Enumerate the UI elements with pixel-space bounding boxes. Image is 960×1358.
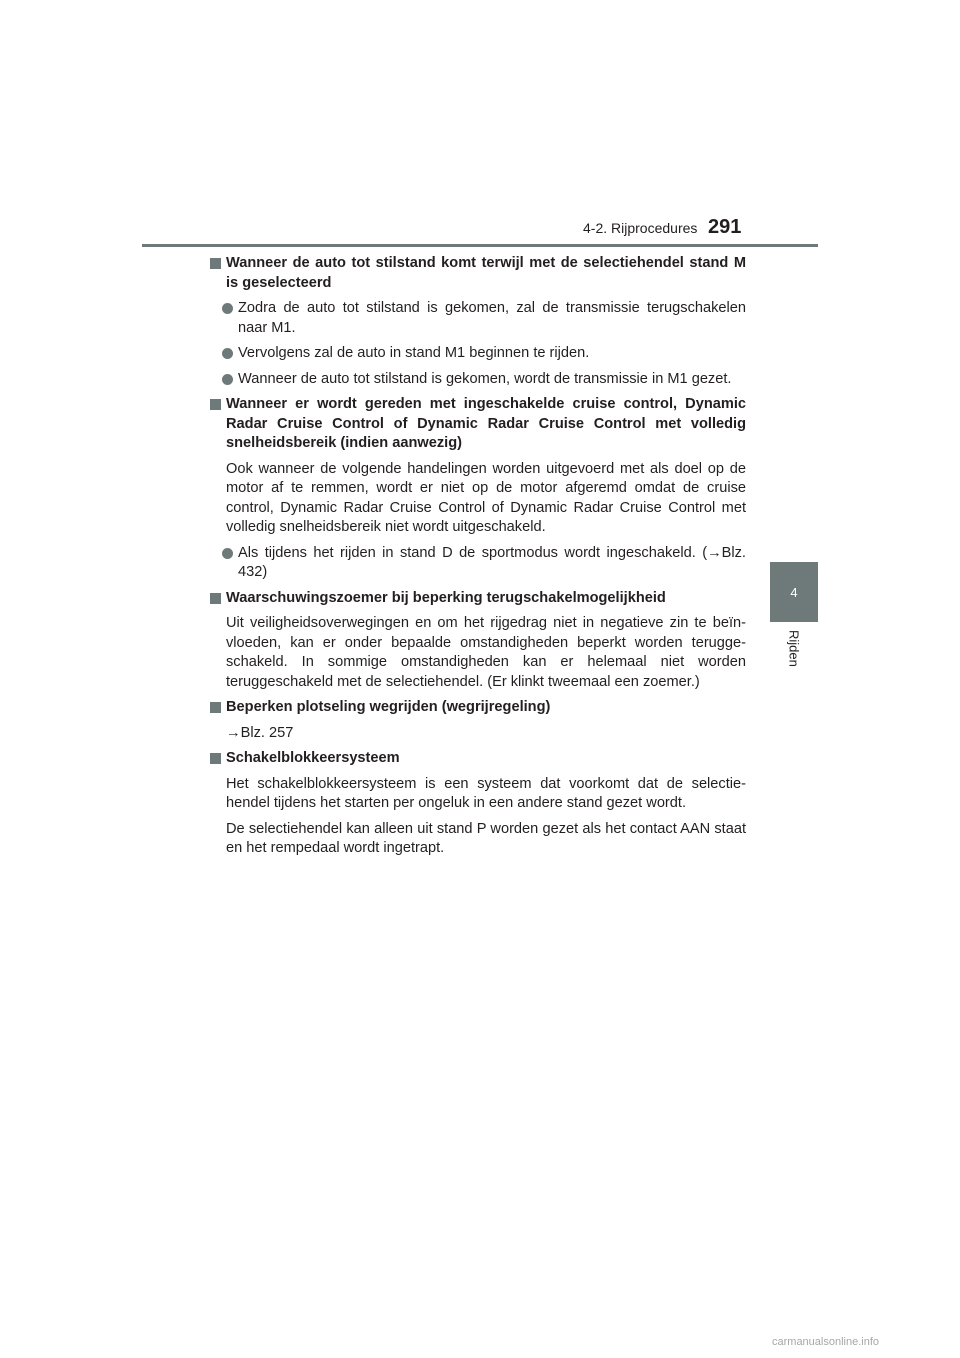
paragraph: De selectiehendel kan alleen uit stand P worden gezet als het contact AAN staat en het rempedaal wordt ingetrapt. <box>226 820 746 856</box>
watermark: carmanualsonline.info <box>772 1336 880 1348</box>
page-number: 291 <box>708 216 742 238</box>
section-waarschuwingszoemer <box>210 589 746 693</box>
page-reference: →Blz. 257 <box>226 724 294 741</box>
header-divider <box>142 244 818 247</box>
paragraph: Het schakelblokkeersysteem is een systeem dat voorkomt dat de selectie-hendel tijdens het starten per ongeluk in een andere stand gezet wordt. <box>226 775 746 811</box>
section-heading: Wanneer de auto tot stilstand komt terwijl met de selectiehendel stand M is geselecteerd <box>210 254 746 293</box>
bullet-item: Zodra de auto tot stilstand is gekomen, zal de transmissie terugschakelen naar M1. <box>222 299 746 338</box>
bullet-item: Wanneer de auto tot stilstand is gekomen, wordt de transmissie in M1 gezet. <box>222 370 746 390</box>
page-content <box>210 254 746 865</box>
section-schakelblokkeersysteem <box>210 749 746 859</box>
section-heading: Waarschuwingszoemer bij beperking terugschakelmogelijkheid <box>210 589 746 609</box>
chapter-tab-label <box>770 624 818 734</box>
section-heading: Schakelblokkeersysteem <box>210 749 746 769</box>
chapter-label: Rijden <box>786 630 802 667</box>
section-heading: Wanneer er wordt gereden met ingeschakelde cruise control, Dynamic Radar Cruise Control of Dynamic Radar Cruise Control met volledig snelheidsbereik (indien aanwezig) <box>210 395 746 454</box>
chapter-tab-number <box>770 562 818 622</box>
chapter-number: 4 <box>790 584 798 600</box>
bullet-item: Vervolgens zal de auto in stand M1 beginnen te rijden. <box>222 344 746 364</box>
section-wegrijregeling <box>210 698 746 743</box>
section-heading: Beperken plotseling wegrijden (wegrijregeling) <box>210 698 746 718</box>
section-stilstand-stand-m <box>210 254 746 389</box>
section-cruise-control <box>210 395 746 583</box>
page-header-section: 4-2. Rijprocedures <box>583 220 698 236</box>
paragraph: Uit veiligheidsoverwegingen en om het rijgedrag niet in negatieve zin te beïn-vloeden, kan er onder bepaalde omstandigheden beperkt worden terugge-schakeld. In sommige omstandigheden kan er helemaal niet worden teruggeschakeld met de selectiehendel. (Er klinkt tweemaal een zoemer.) <box>226 615 746 690</box>
bullet-item: Als tijdens het rijden in stand D de sportmodus wordt ingeschakeld. (→Blz. 432) <box>222 544 746 583</box>
paragraph: Ook wanneer de volgende handelingen worden uitgevoerd met als doel op de motor af te remmen, wordt er niet op de motor afgeremd omdat de cruise control, Dynamic Radar Cruise Control of Dynamic Radar Cruise Control met volledig snelheidsbereik niet wordt uitgeschakeld. <box>226 460 746 535</box>
